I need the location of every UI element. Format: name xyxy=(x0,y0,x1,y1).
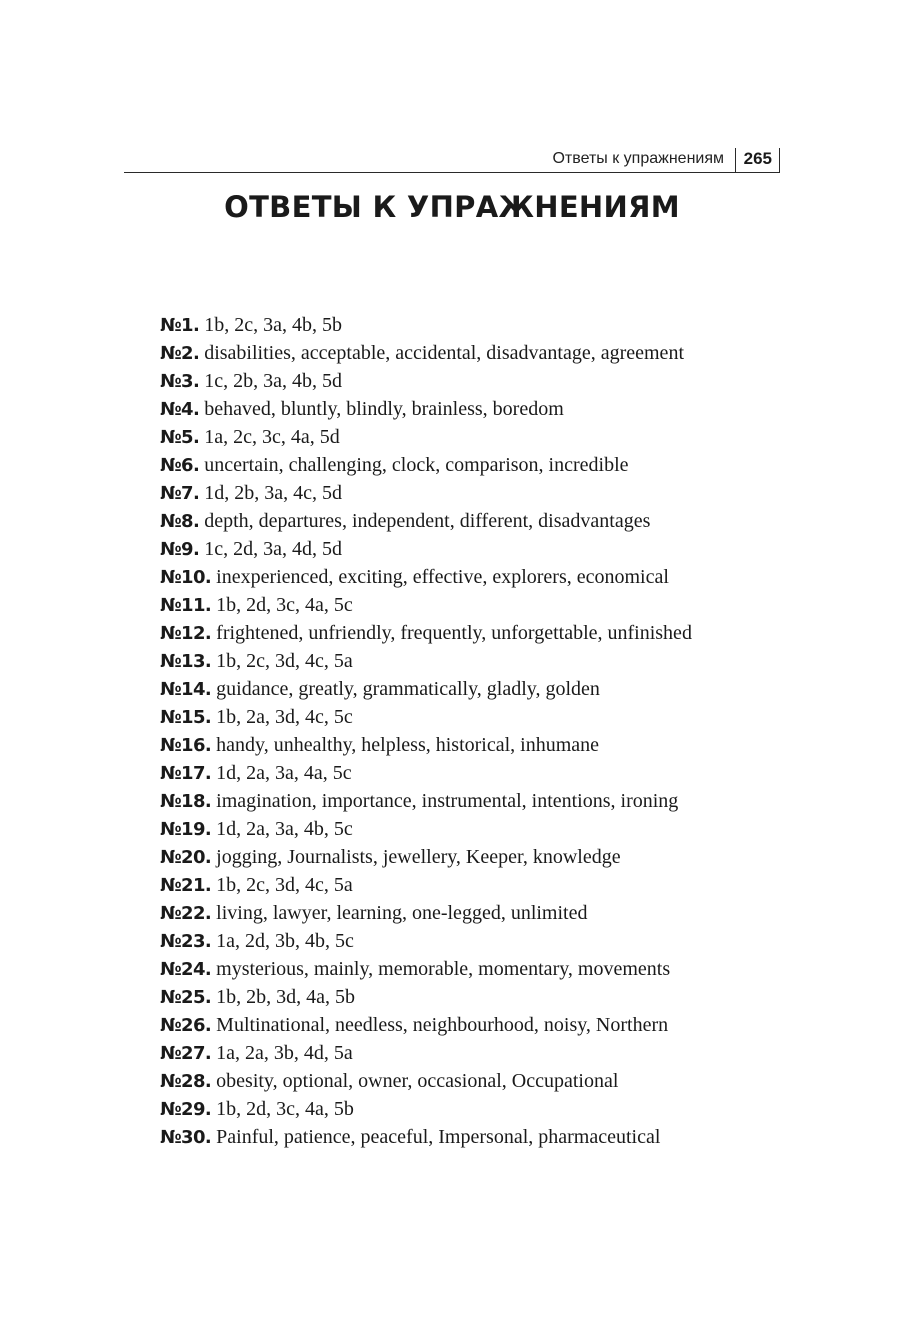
answer-row xyxy=(160,703,850,731)
answer-row xyxy=(160,563,850,591)
answer-row xyxy=(160,815,850,843)
answer-row xyxy=(160,367,850,395)
answer-row xyxy=(160,591,850,619)
answer-number: №2. xyxy=(160,343,200,364)
answer-text: frightened, unfriendly, frequently, unforgettable, unfinished xyxy=(216,622,692,644)
answer-text: 1b, 2c, 3d, 4c, 5a xyxy=(216,650,353,672)
answer-row xyxy=(160,1039,850,1067)
answer-number: №10. xyxy=(160,567,212,588)
header-divider xyxy=(735,148,736,172)
answer-number: №25. xyxy=(160,987,212,1008)
answer-number: №27. xyxy=(160,1043,212,1064)
header-end-divider xyxy=(779,148,780,172)
answer-row xyxy=(160,1123,850,1151)
answer-number: №28. xyxy=(160,1071,212,1092)
answer-text: 1b, 2a, 3d, 4c, 5c xyxy=(216,706,353,728)
answer-text: imagination, importance, instrumental, intentions, ironing xyxy=(216,790,679,812)
answer-number: №4. xyxy=(160,399,200,420)
page-title: ОТВЕТЫ К УПРАЖНЕНИЯМ xyxy=(224,190,680,224)
answer-text: handy, unhealthy, helpless, historical, inhumane xyxy=(216,734,600,756)
answer-row xyxy=(160,479,850,507)
answer-number: №23. xyxy=(160,931,212,952)
answer-text: Multinational, needless, neighbourhood, noisy, Northern xyxy=(216,1014,669,1036)
answer-text: living, lawyer, learning, one-legged, unlimited xyxy=(216,902,588,924)
answer-row xyxy=(160,871,850,899)
answer-text: 1d, 2a, 3a, 4b, 5c xyxy=(216,818,353,840)
answers-list xyxy=(160,311,850,1151)
answer-row xyxy=(160,311,850,339)
answer-number: №22. xyxy=(160,903,212,924)
answer-number: №5. xyxy=(160,427,200,448)
answer-text: 1c, 2d, 3a, 4d, 5d xyxy=(204,538,342,560)
answer-text: mysterious, mainly, memorable, momentary, movements xyxy=(216,958,671,980)
answer-number: №3. xyxy=(160,371,200,392)
running-header xyxy=(124,146,780,173)
page-number: 265 xyxy=(743,149,772,168)
answer-text: 1b, 2c, 3d, 4c, 5a xyxy=(216,874,353,896)
answer-text: uncertain, challenging, clock, comparison, incredible xyxy=(204,454,629,476)
answer-text: 1a, 2a, 3b, 4d, 5a xyxy=(216,1042,353,1064)
answer-number: №9. xyxy=(160,539,200,560)
answer-row xyxy=(160,955,850,983)
answer-row xyxy=(160,675,850,703)
answer-row xyxy=(160,507,850,535)
answer-text: 1c, 2b, 3a, 4b, 5d xyxy=(204,370,342,392)
answer-row xyxy=(160,927,850,955)
answer-row xyxy=(160,787,850,815)
answer-text: 1a, 2d, 3b, 4b, 5c xyxy=(216,930,354,952)
answer-row xyxy=(160,619,850,647)
answer-number: №11. xyxy=(160,595,212,616)
answer-text: Painful, patience, peaceful, Impersonal, pharmaceutical xyxy=(216,1126,661,1148)
answer-text: jogging, Journalists, jewellery, Keeper, knowledge xyxy=(216,846,621,868)
answer-text: 1b, 2b, 3d, 4a, 5b xyxy=(216,986,356,1008)
answer-number: №19. xyxy=(160,819,212,840)
answer-text: 1a, 2c, 3c, 4a, 5d xyxy=(204,426,340,448)
answer-text: 1b, 2d, 3c, 4a, 5c xyxy=(216,594,353,616)
answer-row xyxy=(160,759,850,787)
answer-number: №13. xyxy=(160,651,212,672)
answer-row xyxy=(160,843,850,871)
answer-row xyxy=(160,451,850,479)
answer-number: №8. xyxy=(160,511,200,532)
answer-text: depth, departures, independent, different, disadvantages xyxy=(204,510,651,532)
answer-row xyxy=(160,1095,850,1123)
answer-number: №29. xyxy=(160,1099,212,1120)
answer-text: inexperienced, exciting, effective, explorers, economical xyxy=(216,566,669,588)
running-title: Ответы к упражнениям xyxy=(552,150,724,167)
answer-text: 1d, 2a, 3a, 4a, 5c xyxy=(216,762,352,784)
answer-text: 1b, 2d, 3c, 4a, 5b xyxy=(216,1098,354,1120)
answer-number: №24. xyxy=(160,959,212,980)
answer-text: 1b, 2c, 3a, 4b, 5b xyxy=(204,314,342,336)
answer-row xyxy=(160,1067,850,1095)
answer-row xyxy=(160,983,850,1011)
answer-number: №16. xyxy=(160,735,212,756)
answer-row xyxy=(160,731,850,759)
answer-number: №17. xyxy=(160,763,212,784)
answer-number: №18. xyxy=(160,791,212,812)
answer-text: behaved, bluntly, blindly, brainless, boredom xyxy=(204,398,564,420)
answer-text: guidance, greatly, grammatically, gladly, golden xyxy=(216,678,600,700)
answer-row xyxy=(160,1011,850,1039)
answer-number: №26. xyxy=(160,1015,212,1036)
answer-number: №1. xyxy=(160,315,200,336)
answer-number: №20. xyxy=(160,847,212,868)
answer-row xyxy=(160,339,850,367)
answer-text: obesity, optional, owner, occasional, Occupational xyxy=(216,1070,619,1092)
answer-row xyxy=(160,647,850,675)
answer-number: №14. xyxy=(160,679,212,700)
answer-text: 1d, 2b, 3a, 4c, 5d xyxy=(204,482,342,504)
answer-number: №12. xyxy=(160,623,212,644)
answer-number: №7. xyxy=(160,483,200,504)
answer-text: disabilities, acceptable, accidental, disadvantage, agreement xyxy=(204,342,684,364)
answer-number: №30. xyxy=(160,1127,212,1148)
answer-row xyxy=(160,423,850,451)
answer-number: №21. xyxy=(160,875,212,896)
answer-row xyxy=(160,535,850,563)
answer-number: №15. xyxy=(160,707,212,728)
answer-number: №6. xyxy=(160,455,200,476)
answer-row xyxy=(160,899,850,927)
answer-row xyxy=(160,395,850,423)
